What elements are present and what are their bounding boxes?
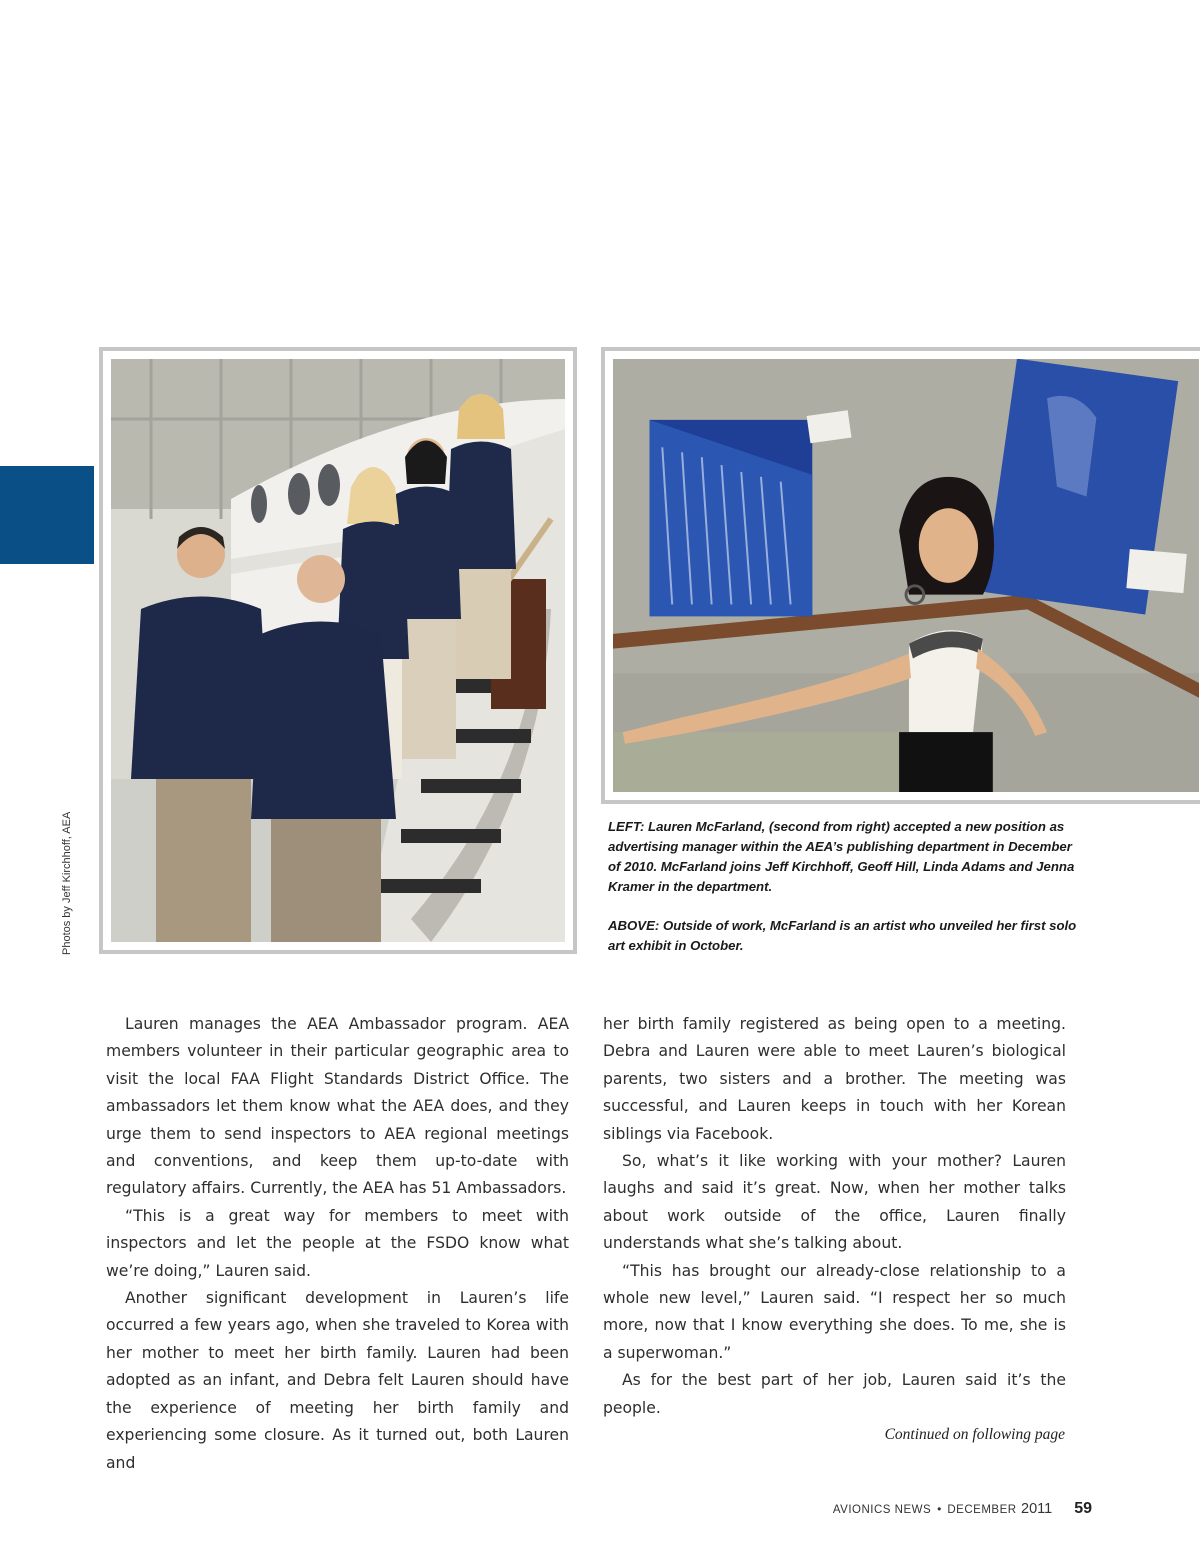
body-column-left <box>106 1011 569 1477</box>
paragraph: Another significant development in Lauren’s life occurred a few years ago, when she traveled to Korea with her mother to meet her birth family. Lauren had been adopted as an infant, and Debra felt Lauren should have the experience of meeting her birth family and experiencing some closure. As it turned out, both Lauren and <box>106 1289 569 1472</box>
paragraph: As for the best part of her job, Lauren said it’s the people. <box>603 1371 1066 1417</box>
caption-left: LEFT: Lauren McFarland, (second from right) accepted a new position as advertising manager within the AEA’s publishing department in December of 2010. McFarland joins Jeff Kirchhoff, Geoff Hill, Linda Adams and Jenna Kramer in the department. <box>608 819 1075 894</box>
team-photo-image <box>111 359 565 942</box>
section-tab <box>0 466 94 564</box>
photo-caption <box>608 817 1078 956</box>
team-photo <box>99 347 577 954</box>
publication-name: AVIONICS NEWS <box>832 1504 932 1516</box>
page-number: 59 <box>1074 1500 1092 1517</box>
page-footer <box>833 1500 1092 1518</box>
issue-month: DECEMBER <box>947 1504 1017 1516</box>
caption-above: ABOVE: Outside of work, McFarland is an artist who unveiled her first solo art exhibit in October. <box>608 918 1077 953</box>
paragraph: her birth family registered as being open to a meeting. Debra and Lauren were able to meet Lauren’s biological parents, two sisters and a brother. The meeting was successful, and Lauren keeps in touch with her Korean siblings via Facebook. <box>603 1015 1066 1143</box>
footer-separator: • <box>937 1502 942 1516</box>
paragraph: “This is a great way for members to meet with inspectors and let the people at the FSDO know what we’re doing,” Lauren said. <box>106 1206 569 1280</box>
artist-photo-image <box>613 359 1199 792</box>
issue-year: 2011 <box>1021 1501 1053 1517</box>
paragraph: “This has brought our already-close relationship to a whole new level,” Lauren said. “I respect her so much more, now that I know everything she does. To me, she is a superwoman.” <box>603 1261 1066 1362</box>
body-column-right <box>603 1011 1066 1422</box>
paragraph: So, what’s it like working with your mother? Lauren laughs and said it’s great. Now, when her mother talks about work outside of the office, Lauren finally understands what she’s talking about. <box>603 1152 1066 1253</box>
continued-note: Continued on following page <box>884 1426 1065 1443</box>
photo-credit: Photos by Jeff Kirchhoff, AEA <box>61 811 73 955</box>
artist-photo <box>601 347 1200 804</box>
paragraph: Lauren manages the AEA Ambassador program. AEA members volunteer in their particular geographic area to visit the local FAA Flight Standards District Office. The ambassadors let them know what the AEA does, and they urge them to send inspectors to AEA regional meetings and conventions, and keep them up-to-date with regulatory affairs. Currently, the AEA has 51 Ambassadors. <box>106 1015 569 1198</box>
